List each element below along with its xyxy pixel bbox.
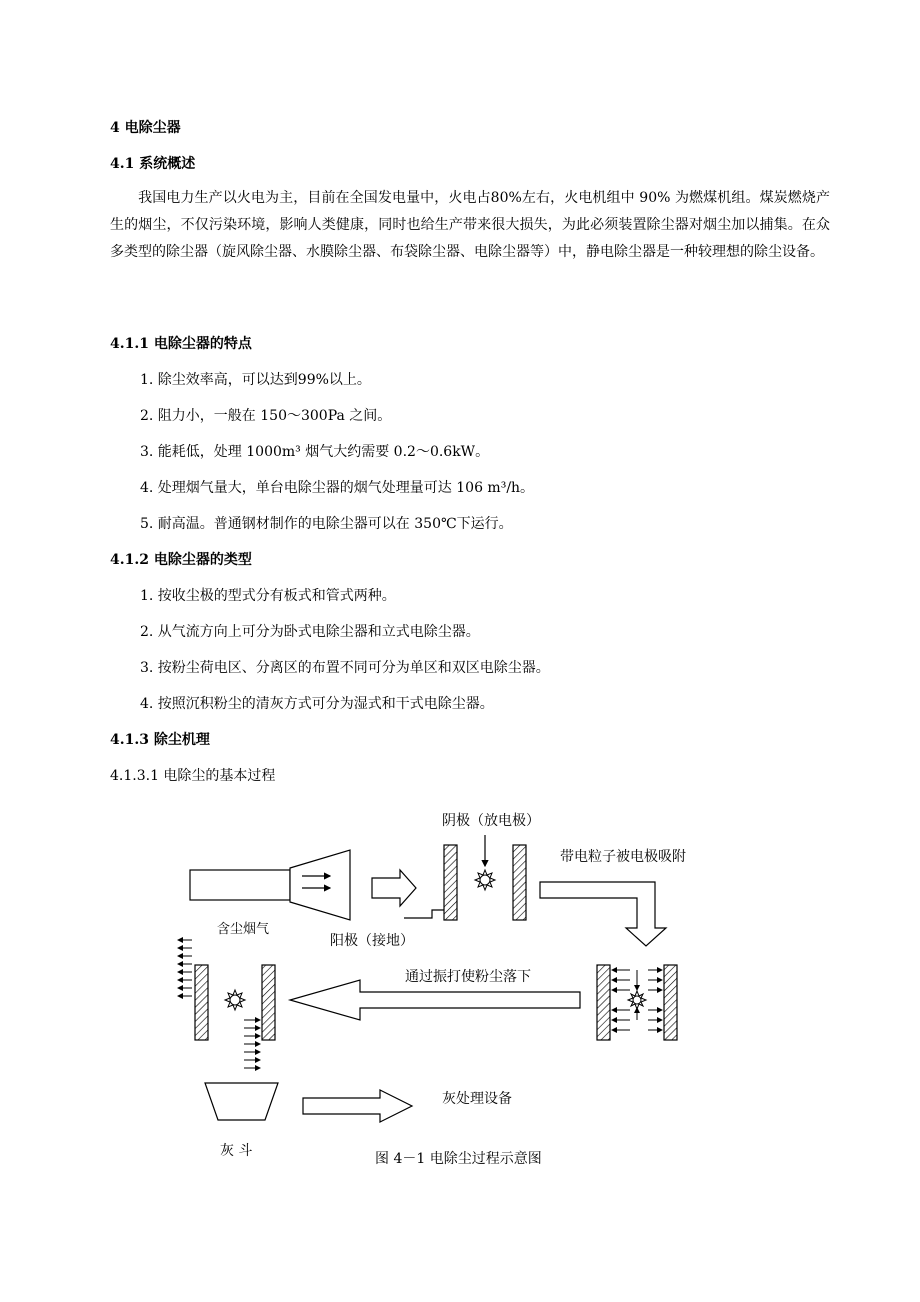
intro-text: 我国电力生产以火电为主，目前在全国发电量中，火电占80%左右，火电机组中 90% 为燃煤机组。煤炭燃烧产生的烟尘，不仅污染环境，影响人类健康，同时也给生产带来很大损失，为此必须装置除尘器对烟尘加以捕集。在众多类型的除尘器（旋风除尘器、水膜除尘器、布袋除尘器、电除尘器等）中，静电除尘器是一种较理想的除尘设备。 (110, 190, 830, 260)
flue-gas-label: 含尘烟气 (217, 922, 270, 937)
flow-arrow-bent (540, 882, 666, 946)
dust-fall-arrows (178, 940, 260, 1068)
figure-caption: 图 4－1 电除尘过程示意图 (375, 1151, 542, 1167)
rapping-label: 通过振打使粉尘落下 (405, 969, 531, 985)
anode-plate (444, 845, 457, 920)
ash-equipment-label: 灰处理设备 (442, 1091, 512, 1107)
charged-particles-label: 带电粒子被电极吸附 (560, 849, 686, 865)
anode-plate (262, 965, 275, 1040)
corona-star-icon (628, 991, 646, 1009)
feature-item: 5. 耐高温。普通钢材制作的电除尘器可以在 350℃下运行。 (140, 516, 513, 532)
type-item: 4. 按照沉积粉尘的清灰方式可分为湿式和干式电除尘器。 (140, 696, 494, 712)
feature-item: 1. 除尘效率高，可以达到99%以上。 (140, 372, 371, 388)
feature-item: 4. 处理烟气量大，单台电除尘器的烟气处理量可达 106 m³/h。 (140, 480, 535, 496)
cathode-label: 阴极（放电极） (442, 813, 540, 829)
heading-4-1: 4.1 系统概述 (110, 156, 196, 172)
heading-4-1-1: 4.1.1 电除尘器的特点 (110, 336, 252, 352)
type-item: 2. 从气流方向上可分为卧式电除尘器和立式电除尘器。 (140, 624, 480, 640)
inlet-duct (190, 870, 290, 900)
flow-arrow-right (372, 870, 416, 906)
inlet-nozzle (290, 850, 350, 920)
anode-plate (664, 965, 677, 1040)
anode-plate (597, 965, 610, 1040)
heading-4-1-3-1: 4.1.3.1 电除尘的基本过程 (110, 768, 276, 784)
corona-star-icon (225, 990, 245, 1010)
flow-arrow-ash (303, 1090, 412, 1122)
anode-plate (513, 845, 526, 920)
feature-item: 3. 能耗低，处理 1000m³ 烟气大约需要 0.2～0.6kW。 (140, 444, 490, 460)
anode-plate (195, 965, 208, 1040)
ground-line (404, 910, 444, 918)
heading-4: 4 电除尘器 (110, 120, 181, 136)
corona-star-icon (475, 870, 495, 890)
type-item: 1. 按收尘极的型式分有板式和管式两种。 (140, 588, 396, 604)
type-item: 3. 按粉尘荷电区、分离区的布置不同可分为单区和双区电除尘器。 (140, 660, 550, 676)
hopper-label: 灰 斗 (220, 1143, 253, 1159)
anode-label: 阳极（接地） (330, 933, 414, 949)
ash-hopper (205, 1083, 278, 1120)
heading-4-1-3: 4.1.3 除尘机理 (110, 732, 210, 748)
flow-arrow-left (290, 980, 580, 1020)
heading-4-1-2: 4.1.2 电除尘器的类型 (110, 552, 252, 568)
feature-item: 2. 阻力小，一般在 150～300Pa 之间。 (140, 408, 392, 424)
